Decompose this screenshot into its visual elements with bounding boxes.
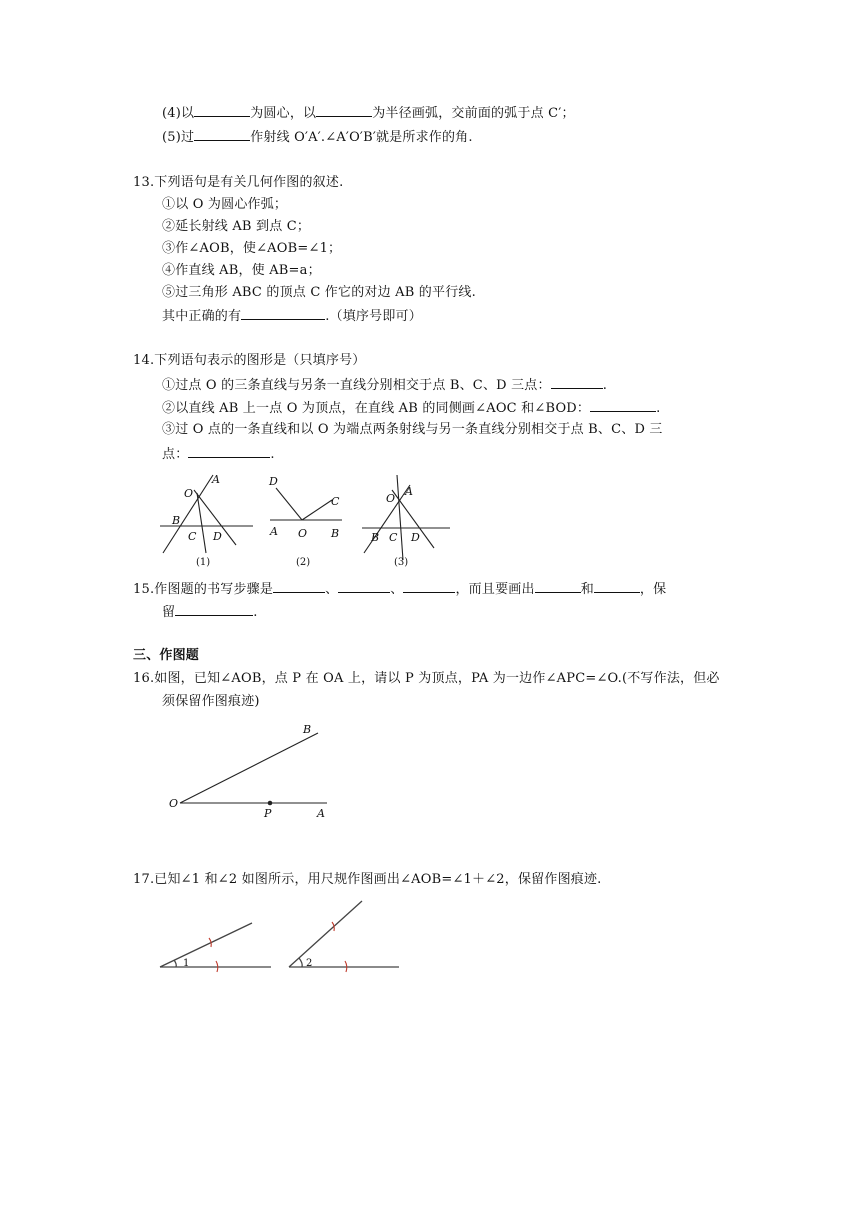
fill-blank[interactable]: [241, 307, 325, 320]
question-14-item-3-cont: [162, 445, 275, 463]
fig3-line-C: [397, 475, 403, 560]
question-14-title: 14.下列语句表示的图形是（只填序号）: [133, 353, 366, 368]
fig1-label-A: A: [212, 473, 220, 486]
section-heading: 三、作图题: [133, 648, 200, 663]
text: ，而且要画出: [455, 582, 535, 597]
fill-blank[interactable]: [594, 580, 640, 593]
fill-blank[interactable]: [338, 580, 390, 593]
text: .: [602, 378, 608, 393]
text: 为半径画弧，交前面的弧于点 C′；: [372, 106, 575, 121]
question-13-title: 13.下列语句是有关几何作图的叙述.: [133, 175, 344, 190]
text: 、: [390, 582, 404, 597]
fig1-label-D: D: [213, 530, 222, 543]
fig2-label-O: O: [298, 527, 308, 540]
text: .（填序号即可）: [325, 309, 422, 324]
step-5-line: [162, 128, 473, 146]
question-13-item-5: ⑤过三角形 ABC 的顶点 C 作它的对边 AB 的平行线.: [162, 285, 476, 300]
text: ②以直线 AB 上一点 O 为顶点，在直线 AB 的同侧画∠AOC 和∠BOD：: [162, 401, 591, 416]
fig3-label-D: D: [411, 531, 420, 544]
text: 、: [325, 582, 339, 597]
text: ①过点 O 的三条直线与另条一直线分别相交于点 B、C、D 三点：: [162, 378, 551, 393]
fig2-caption: (2): [296, 557, 311, 568]
text: 其中正确的有: [162, 309, 242, 324]
fig3-caption: (3): [394, 557, 409, 568]
fig3-label-O: O: [386, 492, 396, 505]
angle1-arc-trace-2: [216, 961, 218, 972]
label-O: O: [169, 797, 179, 810]
question-16-line-2: 须保留作图痕迹): [162, 694, 260, 709]
question-15-line-2: [162, 603, 258, 621]
point-P: [268, 801, 273, 806]
fill-blank[interactable]: [194, 104, 250, 117]
text: 作射线 O′A′.∠A′O′B′就是所求作的角.: [250, 130, 473, 145]
text: 15.作图题的书写步骤是: [133, 582, 274, 597]
fill-blank[interactable]: [535, 580, 581, 593]
fig1-caption: (1): [196, 557, 211, 568]
question-13-item-4: ④作直线 AB，使 AB=a；: [162, 263, 321, 278]
fig2-label-B: B: [331, 527, 340, 540]
fig2-ray-OC: [302, 500, 332, 520]
fill-blank[interactable]: [188, 445, 270, 458]
text: .: [253, 605, 258, 620]
text: (5)过: [162, 130, 195, 145]
fill-blank[interactable]: [551, 376, 603, 389]
text: 留: [162, 605, 176, 620]
step-4-line: [162, 104, 575, 122]
fig3-label-B: B: [371, 531, 380, 544]
text: ，保: [639, 582, 667, 597]
angle1-side: [160, 923, 252, 967]
ray-OB: [180, 733, 318, 803]
angle2-side: [289, 901, 362, 967]
text: .: [656, 401, 661, 416]
fig2-label-A: A: [270, 525, 278, 538]
fill-blank[interactable]: [403, 580, 455, 593]
question-13-item-3: ③作∠AOB，使∠AOB=∠1；: [162, 241, 342, 256]
fig2-ray-OD: [276, 488, 302, 520]
question-13-answer: [162, 307, 422, 325]
text: 为圆心，以: [250, 106, 317, 121]
label-P: P: [264, 807, 272, 820]
text: .: [270, 447, 275, 462]
label-A: A: [317, 807, 325, 820]
fig1-line-OB: [163, 475, 213, 553]
question-13-item-1: ①以 O 为圆心作弧；: [162, 197, 288, 212]
text: 点：: [162, 447, 189, 462]
fig1-label-O: O: [184, 487, 194, 500]
text: 和: [580, 582, 594, 597]
fill-blank[interactable]: [175, 603, 253, 616]
question-14-item-3: ③过 O 点的一条直线和以 O 为端点两条射线与另一条直线分别相交于点 B、C、D 三: [162, 422, 663, 437]
angle1-arc-trace-1: [209, 938, 211, 947]
fig2-label-C: C: [331, 495, 340, 508]
fig1-label-C: C: [188, 530, 197, 543]
fill-blank[interactable]: [316, 104, 372, 117]
question-15-line-1: [133, 580, 666, 598]
fill-blank[interactable]: [273, 580, 325, 593]
angle2-arc-trace-1: [332, 922, 334, 931]
angle-1-label: 1: [183, 958, 190, 969]
fig3-ray-D: [392, 490, 434, 548]
question-14-item-1: [162, 376, 607, 394]
fig3-label-A: A: [405, 485, 413, 498]
fig1-line-OD: [194, 490, 236, 545]
question-16-line-1: 16.如图，已知∠AOB，点 P 在 OA 上，请以 P 为顶点，PA 为一边作∠APC=∠O.(不写作法，但必: [133, 671, 720, 686]
fig3-label-C: C: [389, 531, 398, 544]
text: (4)以: [162, 106, 195, 121]
angle1-mark: [174, 960, 176, 967]
question-14-item-2: [162, 399, 660, 417]
fig3-line-B: [364, 485, 410, 553]
question-13-item-2: ②延长射线 AB 到点 C；: [162, 219, 311, 234]
angle-2-label: 2: [306, 958, 313, 969]
angle2-arc-trace-2: [345, 961, 347, 972]
angle2-mark: [299, 958, 302, 967]
fig1-label-B: B: [172, 514, 181, 527]
fig2-label-D: D: [269, 475, 278, 488]
fig1-line-OC: [197, 493, 206, 553]
label-B: B: [303, 723, 312, 736]
question-17-line: 17.已知∠1 和∠2 如图所示，用尺规作图画出∠AOB=∠1＋∠2，保留作图痕迹.: [133, 872, 602, 887]
fill-blank[interactable]: [590, 399, 656, 412]
fill-blank[interactable]: [194, 128, 250, 141]
